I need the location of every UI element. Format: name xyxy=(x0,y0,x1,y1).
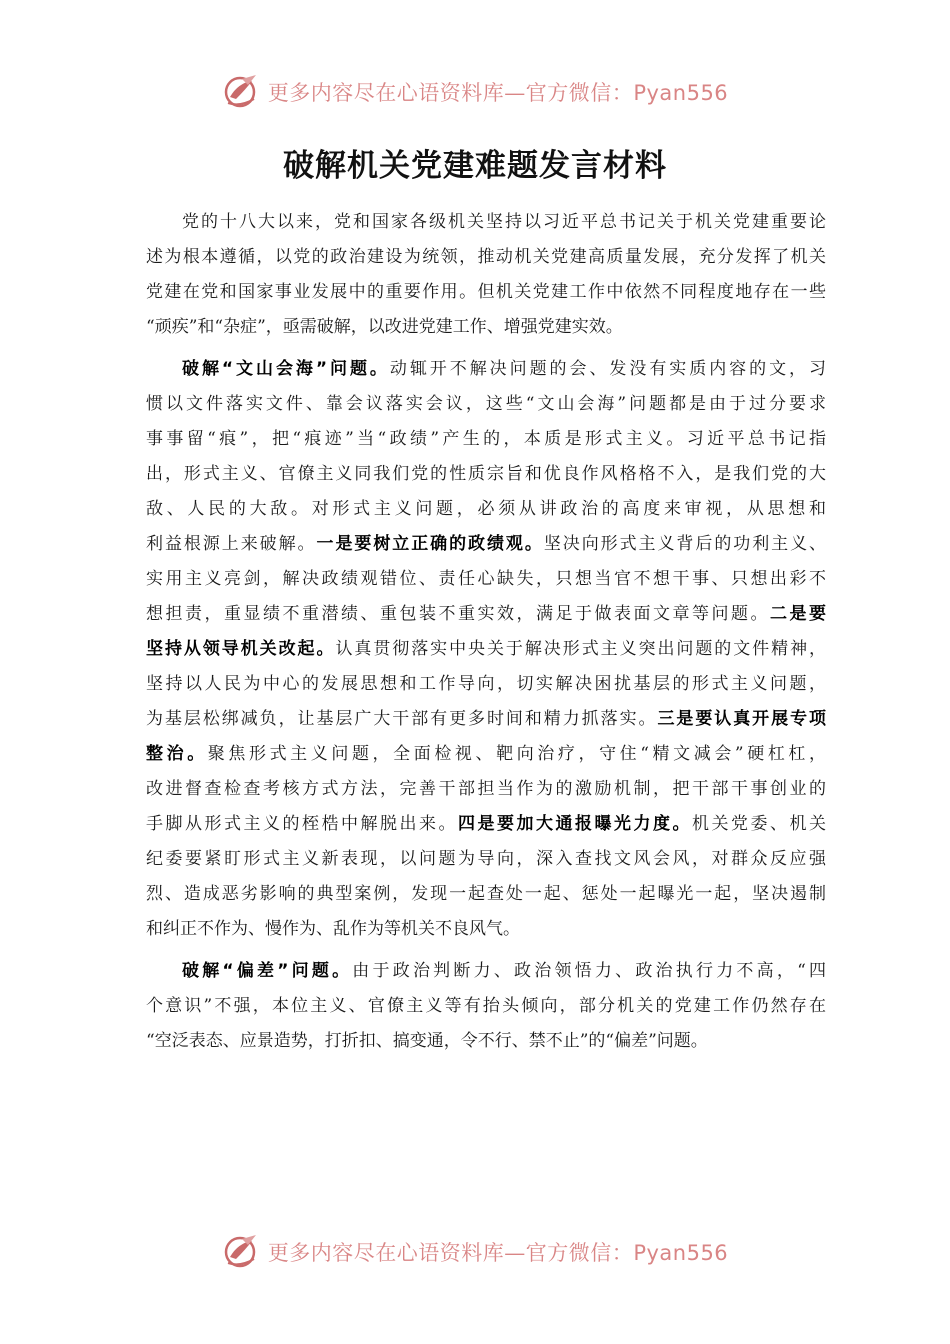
logo-icon xyxy=(222,73,262,111)
text-line: 个意识”不强，本位主义、官僚主义等有抬头倾向，部分机关的党建工作仍然存在 xyxy=(146,996,826,1016)
text-line: 利益根源上来破解。一是要树立正确的政绩观。坚决向形式主义背后的功利主义、 xyxy=(146,534,826,554)
text-line: 纪委要紧盯形式主义新表现，以问题为导向，深入查找文风会风，对群众反应强 xyxy=(146,849,826,869)
text-line: “空泛表态、应景造势，打折扣、搞变通，令不行、禁不止”的“偏差”问题。 xyxy=(146,1031,708,1051)
text-line: 出，形式主义、官僚主义同我们党的性质宗旨和优良作风格格不入，是我们党的大 xyxy=(146,464,826,484)
header-banner xyxy=(0,72,950,112)
section-heading: 破解“文山会海”问题。 xyxy=(182,359,390,379)
text-line: 改进督查检查考核方式方法，完善干部担当作为的激励机制，把干部干事创业的 xyxy=(146,779,826,799)
paragraph-wenshan-huihai xyxy=(146,352,826,947)
footer-banner xyxy=(0,1232,950,1272)
logo-icon xyxy=(222,1233,262,1271)
text-line: 党建在党和国家事业发展中的重要作用。但机关党建工作中依然不同程度地存在一些 xyxy=(146,282,826,302)
text-line: 为基层松绑减负，让基层广大干部有更多时间和精力抓落实。三是要认真开展专项 xyxy=(146,709,826,729)
text-line: 烈、造成恶劣影响的典型案例，发现一起查处一起、惩处一起曝光一起，坚决遏制 xyxy=(146,884,826,904)
text-line: 手脚从形式主义的桎梏中解脱出来。四是要加大通报曝光力度。机关党委、机关 xyxy=(146,814,826,834)
text-line: 惯以文件落实文件、靠会议落实会议，这些“文山会海”问题都是由于过分要求 xyxy=(146,394,826,414)
point-heading: 四是要加大通报曝光力度。 xyxy=(458,814,692,834)
text-line: 述为根本遵循，以党的政治建设为统领，推动机关党建高质量发展，充分发挥了机关 xyxy=(146,247,826,267)
text-line: 坚持以人民为中心的发展思想和工作导向，切实解决困扰基层的形式主义问题， xyxy=(146,674,826,694)
paragraph-intro xyxy=(146,205,826,345)
text-line: 实用主义亮剑，解决政绩观错位、责任心缺失，只想当官不想干事、只想出彩不 xyxy=(146,569,826,589)
point-heading: 三是要认真开展专项 xyxy=(657,709,826,729)
point-heading: 二是要 xyxy=(770,604,826,624)
text-line: 想担责，重显绩不重潜绩、重包装不重实效，满足于做表面文章等问题。二是要 xyxy=(146,604,826,624)
text-line: 党的十八大以来，党和国家各级机关坚持以习近平总书记关于机关党建重要论 xyxy=(182,212,826,232)
text-line: “顽疾”和“杂症”，亟需破解，以改进党建工作、增强党建实效。 xyxy=(146,317,623,337)
banner-text: 更多内容尽在心语资料库—官方微信：Pyan556 xyxy=(267,81,729,105)
text-line: 破解“偏差”问题。由于政治判断力、政治领悟力、政治执行力不高，“四 xyxy=(182,961,826,981)
document-body xyxy=(146,205,826,1059)
banner-text: 更多内容尽在心语资料库—官方微信：Pyan556 xyxy=(267,1241,729,1265)
point-heading: 整治。 xyxy=(146,744,208,764)
text-line: 破解“文山会海”问题。动辄开不解决问题的会、发没有实质内容的文，习 xyxy=(182,359,826,379)
section-heading: 破解“偏差”问题。 xyxy=(182,961,353,981)
text-line: 整治。聚焦形式主义问题，全面检视、靶向治疗，守住“精文减会”硬杠杠， xyxy=(146,744,826,764)
text-line: 和纠正不作为、慢作为、乱作为等机关不良风气。 xyxy=(146,919,520,939)
text-line: 敌、人民的大敌。对形式主义问题，必须从讲政治的高度来审视，从思想和 xyxy=(146,499,826,519)
point-heading: 坚持从领导机关改起。 xyxy=(146,639,336,659)
document-title: 破解机关党建难题发言材料 xyxy=(283,148,667,184)
text-line: 坚持从领导机关改起。认真贯彻落实中央关于解决形式主义突出问题的文件精神， xyxy=(146,639,826,659)
text-line: 事事留“痕”，把“痕迹”当“政绩”产生的，本质是形式主义。习近平总书记指 xyxy=(146,429,826,449)
point-heading: 一是要树立正确的政绩观。 xyxy=(316,534,544,554)
paragraph-piancha xyxy=(146,954,826,1059)
